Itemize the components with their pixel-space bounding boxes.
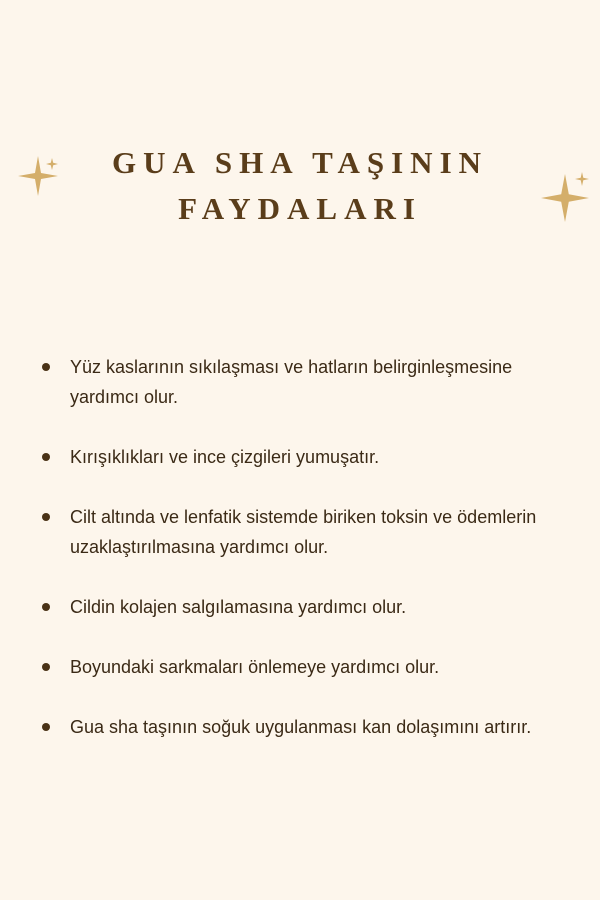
bullet-icon: [42, 663, 50, 671]
bullet-icon: [42, 723, 50, 731]
page-title-line-1: GUA SHA TAŞININ: [111, 145, 489, 180]
page-title-line-2: FAYDALARI: [178, 191, 422, 226]
benefit-item: [40, 442, 560, 472]
benefit-item: [40, 352, 560, 412]
benefit-text: Yüz kaslarının sıkılaşması ve hatların belirginleşmesine yardımcı olur.: [70, 357, 513, 407]
bullet-icon: [42, 513, 50, 521]
benefit-text: Kırışıklıkları ve ince çizgileri yumuşatır.: [70, 447, 380, 467]
benefit-item: [40, 712, 560, 742]
benefit-text: Cilt altında ve lenfatik sistemde biriken toksin ve ödemlerin uzaklaştırılmasına yardımcı olur.: [70, 507, 537, 557]
bullet-icon: [42, 453, 50, 461]
benefit-item: [40, 502, 560, 562]
benefit-item: [40, 652, 560, 682]
benefit-text: Gua sha taşının soğuk uygulanması kan dolaşımını artırır.: [70, 717, 532, 737]
benefit-list: [40, 352, 560, 772]
bullet-icon: [42, 363, 50, 371]
benefit-text: Cildin kolajen salgılamasına yardımcı olur.: [70, 597, 407, 617]
benefit-item: [40, 592, 560, 622]
benefit-text: Boyundaki sarkmaları önlemeye yardımcı olur.: [70, 657, 440, 677]
page-title: [0, 140, 600, 232]
bullet-icon: [42, 603, 50, 611]
